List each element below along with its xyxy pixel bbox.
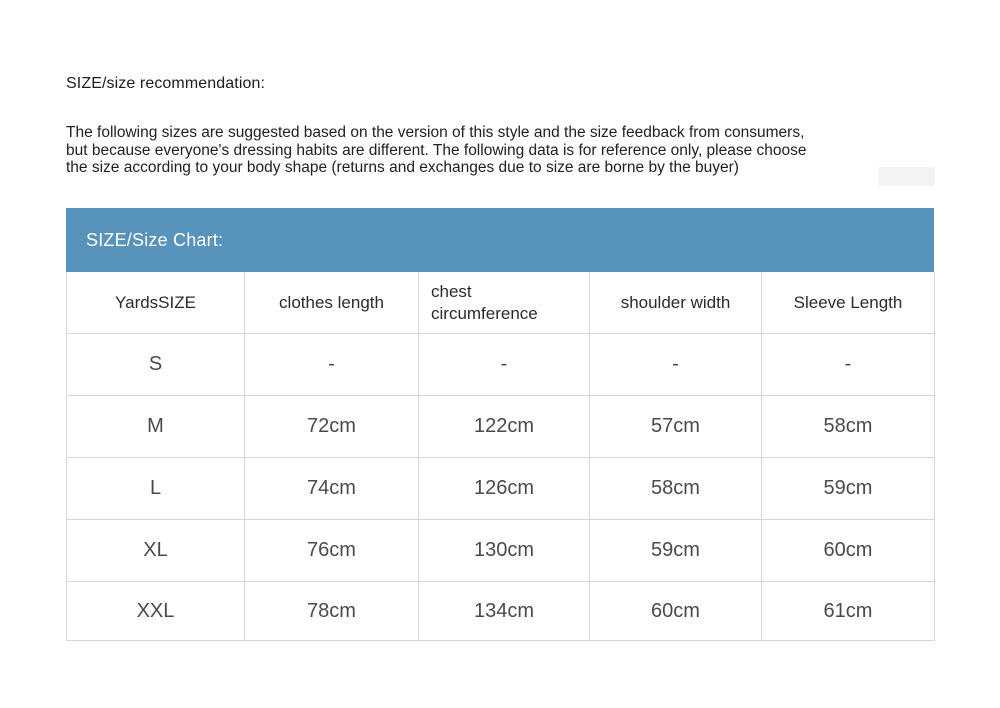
size-cell: L (67, 458, 245, 520)
description-line: but because everyone's dressing habits are different. The following data is for reference only, please choose (66, 141, 807, 159)
section-title: SIZE/size recommendation: (66, 75, 266, 92)
value-cell: 130cm (419, 520, 590, 582)
value-cell: 60cm (590, 582, 762, 641)
column-header-sleeve-length: Sleeve Length (762, 272, 935, 334)
value-cell: 58cm (590, 458, 762, 520)
value-cell: 74cm (245, 458, 419, 520)
value-cell: 72cm (245, 396, 419, 458)
value-cell: 78cm (245, 582, 419, 641)
table-row-m (67, 396, 935, 458)
description-line: the size according to your body shape (returns and exchanges due to size are borne by the buyer) (66, 159, 739, 176)
value-cell: - (245, 334, 419, 396)
size-cell: S (67, 334, 245, 396)
table-header-row (67, 272, 935, 334)
size-description (66, 124, 807, 177)
value-cell: - (419, 334, 590, 396)
value-cell: 61cm (762, 582, 935, 641)
value-cell: 59cm (590, 520, 762, 582)
column-header-yards-size: YardsSIZE (67, 272, 245, 334)
size-chart-title: SIZE/Size Chart: (86, 229, 224, 250)
size-chart-banner (66, 208, 934, 272)
value-cell: 59cm (762, 458, 935, 520)
table-row-l (67, 458, 935, 520)
size-cell: M (67, 396, 245, 458)
value-cell: - (762, 334, 935, 396)
table-row-xxl (67, 582, 935, 641)
size-cell: XXL (67, 582, 245, 641)
table-row-s (67, 334, 935, 396)
value-cell: - (590, 334, 762, 396)
value-cell: 134cm (419, 582, 590, 641)
size-chart-table (66, 272, 935, 641)
table-row-xl (67, 520, 935, 582)
value-cell: 60cm (762, 520, 935, 582)
column-header-chest-circumference: chest circumference (419, 272, 590, 334)
size-cell: XL (67, 520, 245, 582)
value-cell: 57cm (590, 396, 762, 458)
column-header-clothes-length: clothes length (245, 272, 419, 334)
value-cell: 58cm (762, 396, 935, 458)
value-cell: 76cm (245, 520, 419, 582)
value-cell: 122cm (419, 396, 590, 458)
value-cell: 126cm (419, 458, 590, 520)
column-header-shoulder-width: shoulder width (590, 272, 762, 334)
description-line: The following sizes are suggested based on the version of this style and the size feedback from consumers, (66, 124, 805, 141)
artifact-smudge (878, 167, 935, 186)
